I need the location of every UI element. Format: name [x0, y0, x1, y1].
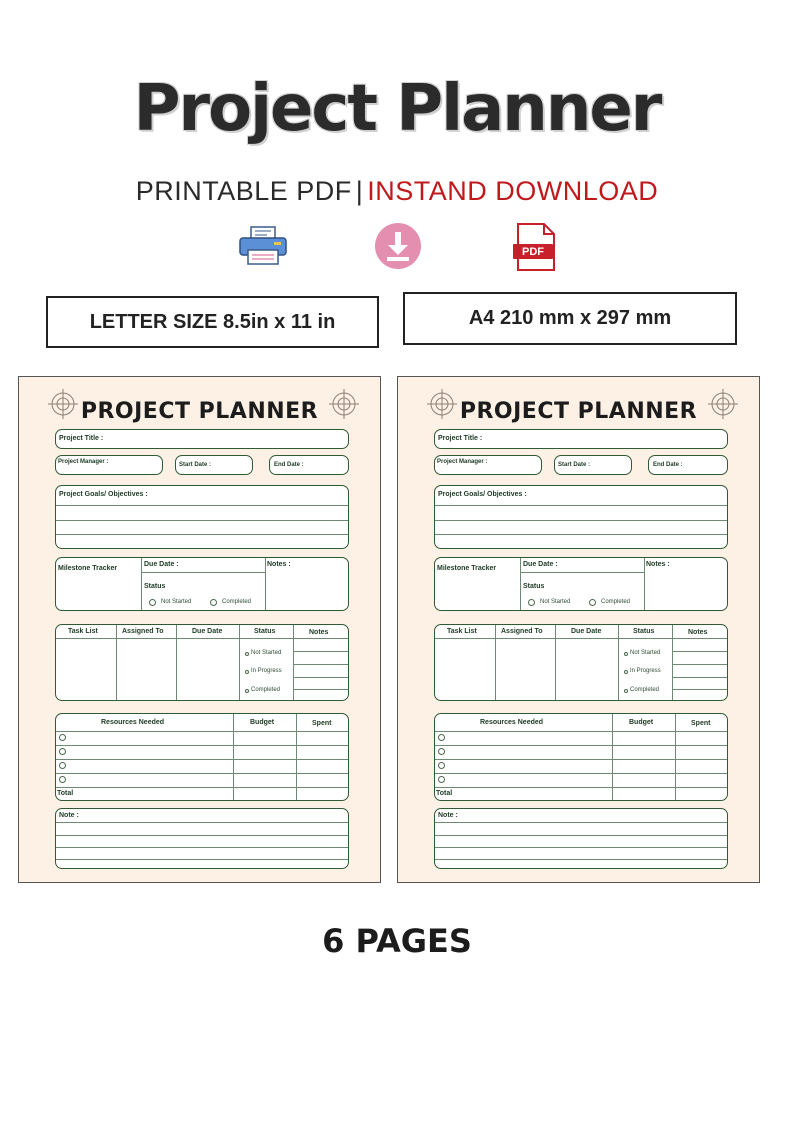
end-date-label: End Date :	[653, 462, 683, 468]
end-date-field	[269, 455, 349, 475]
pdf-icon-label: PDF	[522, 246, 544, 258]
project-manager-field	[55, 455, 163, 475]
project-manager-field	[434, 455, 542, 475]
note-label: Note :	[59, 812, 79, 819]
task-header-due: Due Date	[192, 628, 223, 635]
page-count: 6 PAGES	[322, 922, 472, 960]
subtitle-separator: |	[355, 176, 364, 206]
task-status-completed: Completed	[630, 687, 660, 693]
note-section	[434, 808, 728, 869]
status-dot	[624, 670, 628, 674]
task-status-completed: Completed	[251, 687, 281, 693]
resource-checkbox	[438, 762, 445, 769]
goals-section	[434, 485, 728, 549]
resource-checkbox	[59, 762, 66, 769]
goals-label: Project Goals/ Objectives :	[438, 491, 527, 498]
task-table	[55, 624, 349, 701]
milestone-tracker-label: Milestone Tracker	[437, 565, 497, 572]
resources-table	[55, 713, 349, 801]
project-title-field	[434, 429, 728, 449]
task-status-not-started: Not Started	[251, 650, 282, 656]
task-status-in-progress: In Progress	[630, 668, 661, 674]
task-header-notes: Notes	[688, 629, 708, 636]
a4-size-box: A4 210 mm x 297 mm	[403, 292, 737, 345]
task-table	[434, 624, 728, 701]
start-date-label: Start Date :	[179, 462, 212, 468]
not-started-label: Not Started	[161, 599, 192, 605]
task-status-in-progress: In Progress	[251, 668, 282, 674]
start-date-field	[554, 455, 632, 475]
task-header-assigned: Assigned To	[501, 628, 543, 635]
subtitle-download: INSTAND DOWNLOAD	[367, 176, 659, 206]
not-started-label: Not Started	[540, 599, 571, 605]
task-header-due: Due Date	[571, 628, 602, 635]
resource-checkbox	[59, 734, 66, 741]
project-title-label: Project Title :	[438, 435, 483, 442]
not-started-radio	[149, 599, 156, 606]
planner-preview-letter	[18, 376, 381, 883]
budget-header: Budget	[250, 719, 275, 726]
resources-header: Resources Needed	[101, 719, 165, 726]
planner-title: PROJECT PLANNER	[80, 399, 319, 424]
project-manager-label: Project Manager :	[437, 459, 488, 465]
completed-label: Completed	[222, 599, 252, 605]
status-dot	[245, 652, 249, 656]
letter-size-box: LETTER SIZE 8.5in x 11 in	[46, 296, 379, 348]
status-label: Status	[144, 583, 166, 590]
printer-icon	[238, 226, 288, 266]
planner-title: PROJECT PLANNER	[459, 399, 698, 424]
milestone-section	[434, 557, 728, 611]
task-header-status: Status	[633, 628, 655, 635]
status-dot	[245, 670, 249, 674]
status-label: Status	[523, 583, 545, 590]
end-date-label: End Date :	[274, 462, 304, 468]
task-header-notes: Notes	[309, 629, 329, 636]
planner-preview-a4	[397, 376, 760, 883]
completed-radio	[589, 599, 596, 606]
status-dot	[245, 689, 249, 693]
resource-checkbox	[59, 776, 66, 783]
subtitle	[0, 176, 794, 207]
status-dot	[624, 689, 628, 693]
spent-header: Spent	[312, 720, 332, 727]
budget-header: Budget	[629, 719, 654, 726]
milestone-section	[55, 557, 349, 611]
completed-label: Completed	[601, 599, 631, 605]
project-title-field	[55, 429, 349, 449]
resource-checkbox	[438, 734, 445, 741]
due-date-label: Due Date :	[144, 561, 179, 568]
start-date-label: Start Date :	[558, 462, 591, 468]
note-section	[55, 808, 349, 869]
due-date-label: Due Date :	[523, 561, 558, 568]
task-header-task: Task List	[68, 628, 98, 635]
resources-header: Resources Needed	[480, 719, 544, 726]
resources-table	[434, 713, 728, 801]
note-label: Note :	[438, 812, 458, 819]
total-label: Total	[57, 790, 74, 797]
milestone-notes-label: Notes :	[646, 561, 670, 568]
completed-radio	[210, 599, 217, 606]
goals-label: Project Goals/ Objectives :	[59, 491, 148, 498]
feature-icons	[0, 222, 794, 272]
project-manager-label: Project Manager :	[58, 459, 109, 465]
task-header-status: Status	[254, 628, 276, 635]
project-title-label: Project Title :	[59, 435, 104, 442]
page-title: Project Planner	[133, 72, 661, 146]
not-started-radio	[528, 599, 535, 606]
status-dot	[624, 652, 628, 656]
task-header-assigned: Assigned To	[122, 628, 164, 635]
goals-section	[55, 485, 349, 549]
download-icon	[374, 222, 422, 270]
task-header-task: Task List	[447, 628, 477, 635]
start-date-field	[175, 455, 253, 475]
pdf-file-icon	[512, 222, 558, 272]
end-date-field	[648, 455, 728, 475]
task-status-not-started: Not Started	[630, 650, 661, 656]
milestone-notes-label: Notes :	[267, 561, 291, 568]
resource-checkbox	[59, 748, 66, 755]
total-label: Total	[436, 790, 453, 797]
spent-header: Spent	[691, 720, 711, 727]
subtitle-printable: PRINTABLE PDF	[135, 176, 352, 206]
milestone-tracker-label: Milestone Tracker	[58, 565, 118, 572]
resource-checkbox	[438, 776, 445, 783]
resource-checkbox	[438, 748, 445, 755]
